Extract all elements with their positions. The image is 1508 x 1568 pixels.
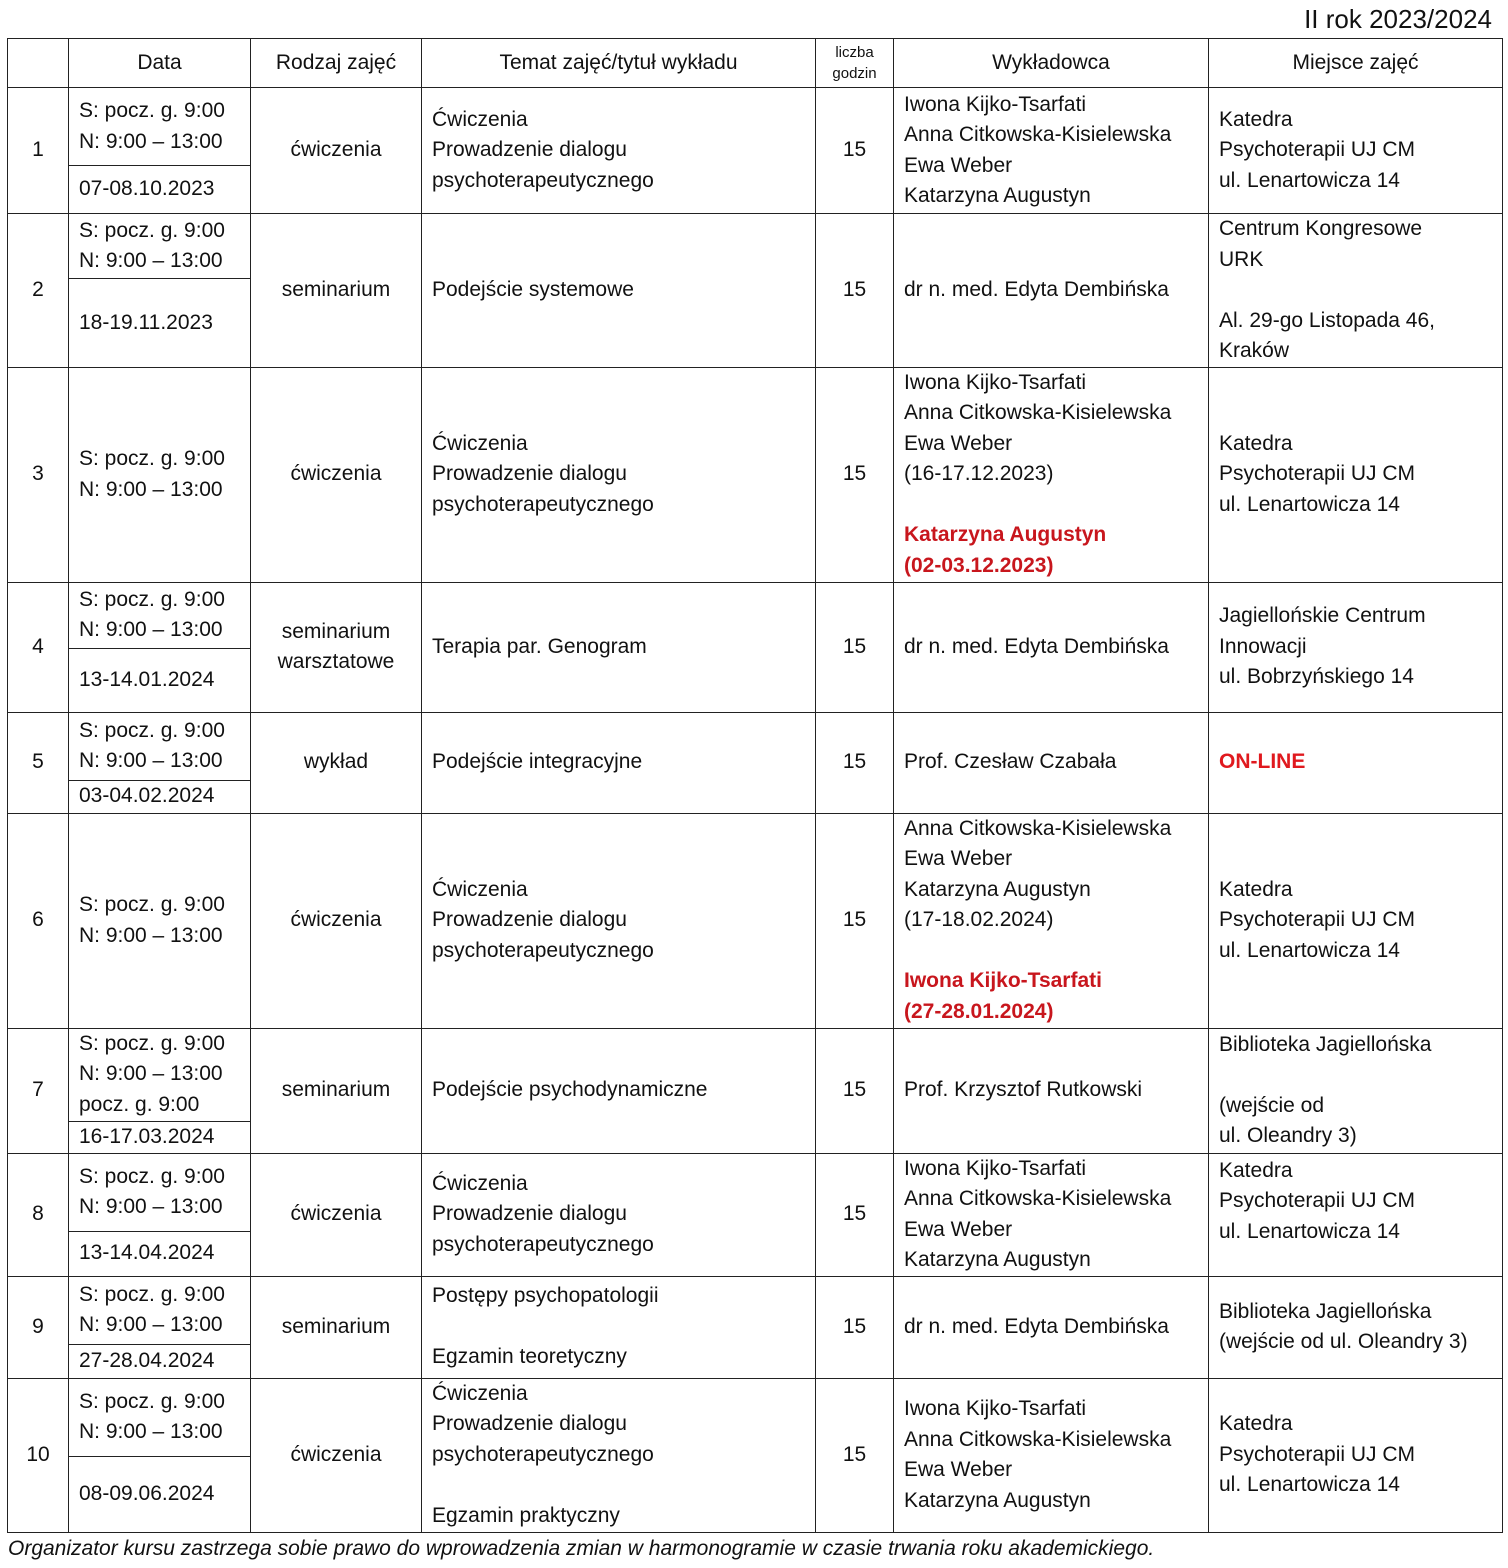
- time-cell: [69, 367, 251, 582]
- lecturer-cell: [894, 88, 1209, 214]
- col-header-topic: Temat zajęć/tytuł wykładu: [422, 39, 816, 88]
- place-line: Kraków: [1219, 339, 1290, 362]
- date-cell: 16-17.03.2024: [69, 1121, 251, 1153]
- time-sun: N: 9:00 – 13:00: [79, 1313, 223, 1336]
- lecturer-line: (16-17.12.2023): [904, 462, 1054, 486]
- lecturer-line: Iwona Kijko-Tsarfati: [904, 1397, 1087, 1420]
- class-type: seminarium: [251, 1276, 422, 1378]
- lecturer-cell: [894, 1378, 1209, 1532]
- topic-line: Ćwiczenia: [432, 877, 528, 901]
- time-cell: [69, 88, 251, 166]
- time-sat: S: pocz. g. 9:00: [79, 718, 225, 742]
- lecturer-line: Prof. Czesław Czabała: [904, 750, 1117, 774]
- class-type: ćwiczenia: [251, 88, 422, 214]
- date-cell: 03-04.02.2024: [69, 780, 251, 813]
- topic-line: psychoterapeutycznego: [432, 1442, 654, 1466]
- place-line: Centrum Kongresowe: [1219, 217, 1423, 240]
- hours-cell: 15: [816, 1028, 894, 1153]
- time-sat: S: pocz. g. 9:00: [79, 218, 225, 242]
- topic-cell: [422, 813, 816, 1028]
- hours-cell: 15: [816, 1378, 894, 1532]
- lecturer-line: dr n. med. Edyta Dembińska: [904, 634, 1169, 658]
- lecturer-change-date: (27-28.01.2024): [904, 999, 1054, 1023]
- place-line: ul. Lenartowicza 14: [1219, 938, 1400, 962]
- place-line: ul. Oleandry 3): [1219, 1124, 1357, 1147]
- date-cell: 08-09.06.2024: [69, 1456, 251, 1532]
- place-line: Psychoterapii UJ CM: [1219, 1189, 1416, 1212]
- place-line: Katedra: [1219, 1412, 1293, 1436]
- topic-cell: [422, 1028, 816, 1153]
- date-cell: 07-08.10.2023: [69, 166, 251, 214]
- time-start: pocz. g. 9:00: [79, 1092, 200, 1116]
- place-line: Katedra: [1219, 431, 1293, 455]
- place-line: Katedra: [1219, 107, 1293, 131]
- time-sun: N: 9:00 – 13:00: [79, 1420, 223, 1443]
- schedule-table: [7, 38, 1503, 1533]
- hours-cell: 15: [816, 1153, 894, 1276]
- time-sat: S: pocz. g. 9:00: [79, 447, 225, 470]
- row-number: 1: [8, 88, 69, 214]
- place-line: Psychoterapii UJ CM: [1219, 908, 1416, 932]
- table-row: [8, 367, 1503, 582]
- col-header-place: Miejsce zajęć: [1209, 39, 1503, 88]
- year-heading: II rok 2023/2024: [1304, 4, 1492, 34]
- lecturer-line: Anna Citkowska-Kisielewska: [904, 1187, 1172, 1210]
- lecturer-change-line: Iwona Kijko-Tsarfati: [904, 969, 1102, 993]
- place-line: Katedra: [1219, 1158, 1293, 1182]
- lecturer-line: Ewa Weber: [904, 153, 1013, 177]
- lecturer-line: (17-18.02.2024): [904, 908, 1054, 932]
- place-line: Jagiellońskie Centrum: [1219, 604, 1426, 628]
- lecturer-line: Iwona Kijko-Tsarfati: [904, 370, 1087, 394]
- lecturer-line: dr n. med. Edyta Dembińska: [904, 278, 1169, 301]
- time-sat: S: pocz. g. 9:00: [79, 1031, 225, 1055]
- class-type: seminarium: [251, 1028, 422, 1153]
- topic-line: Podejście integracyjne: [432, 750, 643, 774]
- place-cell: [1209, 813, 1503, 1028]
- place-line: Biblioteka Jagiellońska: [1219, 1299, 1432, 1323]
- table-row: [8, 1276, 1503, 1344]
- topic-line: Ćwiczenia: [432, 1171, 528, 1195]
- place-line: Biblioteka Jagiellońska: [1219, 1032, 1432, 1056]
- place-line: ul. Bobrzyńskiego 14: [1219, 665, 1414, 689]
- time-cell: [69, 582, 251, 648]
- hours-cell: 15: [816, 712, 894, 813]
- class-type: wykład: [251, 712, 422, 813]
- time-sun: N: 9:00 – 13:00: [79, 249, 223, 273]
- topic-line: Egzamin praktyczny: [432, 1503, 620, 1527]
- time-sat: S: pocz. g. 9:00: [79, 587, 225, 611]
- lecturer-cell: [894, 1153, 1209, 1276]
- hours-cell: 15: [816, 88, 894, 214]
- table-row: [8, 88, 1503, 166]
- place-line: (wejście od ul. Oleandry 3): [1219, 1330, 1468, 1353]
- topic-line: psychoterapeutycznego: [432, 168, 654, 192]
- table-row: [8, 1378, 1503, 1456]
- topic-line: Prowadzenie dialogu: [432, 1412, 627, 1436]
- time-cell: [69, 813, 251, 1028]
- place-cell: [1209, 1028, 1503, 1153]
- date-cell: 27-28.04.2024: [69, 1344, 251, 1378]
- time-sun: N: 9:00 – 13:00: [79, 923, 223, 947]
- time-sun: N: 9:00 – 13:00: [79, 618, 223, 641]
- topic-cell: [422, 712, 816, 813]
- row-number: 7: [8, 1028, 69, 1153]
- place-line: Katedra: [1219, 877, 1293, 901]
- lecturer-cell: [894, 712, 1209, 813]
- topic-line: Ćwiczenia: [432, 431, 528, 455]
- topic-line: psychoterapeutycznego: [432, 938, 654, 962]
- place-line: ul. Lenartowicza 14: [1219, 168, 1400, 192]
- topic-line: Prowadzenie dialogu: [432, 908, 627, 932]
- time-cell: [69, 1028, 251, 1121]
- hours-cell: 15: [816, 214, 894, 368]
- class-type: ćwiczenia: [251, 813, 422, 1028]
- time-cell: [69, 712, 251, 780]
- topic-line: Prowadzenie dialogu: [432, 1202, 627, 1226]
- lecturer-line: Katarzyna Augustyn: [904, 877, 1091, 901]
- lecturer-cell: [894, 367, 1209, 582]
- lecturer-line: Ewa Weber: [904, 1458, 1013, 1481]
- table-row: [8, 214, 1503, 279]
- lecturer-cell: [894, 1276, 1209, 1378]
- place-cell: [1209, 367, 1503, 582]
- topic-line: Ćwiczenia: [432, 1381, 528, 1405]
- topic-line: Ćwiczenia: [432, 107, 528, 131]
- row-number: 5: [8, 712, 69, 813]
- time-sun: N: 9:00 – 13:00: [79, 1195, 223, 1218]
- table-row: [8, 712, 1503, 780]
- topic-cell: [422, 367, 816, 582]
- class-type-line: seminarium: [281, 619, 391, 643]
- place-line: ul. Lenartowicza 14: [1219, 1219, 1400, 1243]
- time-cell: [69, 1378, 251, 1456]
- lecturer-line: Iwona Kijko-Tsarfati: [904, 92, 1087, 116]
- place-line: URK: [1219, 247, 1264, 271]
- place-line: Innowacji: [1219, 634, 1307, 658]
- time-sun: N: 9:00 – 13:00: [79, 129, 223, 153]
- time-cell: [69, 1153, 251, 1231]
- topic-line: Prowadzenie dialogu: [432, 462, 627, 486]
- class-type-line: warsztatowe: [277, 650, 395, 673]
- lecturer-cell: [894, 582, 1209, 712]
- date-cell: 18-19.11.2023: [69, 279, 251, 367]
- row-number: 2: [8, 214, 69, 368]
- place-cell: [1209, 1276, 1503, 1378]
- hours-cell: 15: [816, 367, 894, 582]
- table-row: [8, 1153, 1503, 1231]
- table-row: [8, 1028, 1503, 1121]
- hours-cell: 15: [816, 813, 894, 1028]
- lecturer-line: Ewa Weber: [904, 1217, 1013, 1241]
- class-type: ćwiczenia: [251, 1153, 422, 1276]
- lecturer-line: Anna Citkowska-Kisielewska: [904, 1427, 1172, 1451]
- lecturer-line: Ewa Weber: [904, 847, 1013, 871]
- footer-note: Organizator kursu zastrzega sobie prawo do wprowadzenia zmian w harmonogramie w czasie trwania roku akademickiego.: [8, 1537, 1155, 1560]
- class-type: ćwiczenia: [251, 367, 422, 582]
- class-type: seminarium: [251, 214, 422, 368]
- hours-cell: 15: [816, 1276, 894, 1378]
- row-number: 10: [8, 1378, 69, 1532]
- place-cell: [1209, 1153, 1503, 1276]
- place-line: Psychoterapii UJ CM: [1219, 138, 1416, 162]
- header-row: [8, 39, 1503, 88]
- col-header-date: Data: [69, 39, 251, 88]
- topic-cell: [422, 582, 816, 712]
- place-line: Psychoterapii UJ CM: [1219, 462, 1416, 486]
- date-cell: 13-14.01.2024: [69, 648, 251, 712]
- lecturer-line: Katarzyna Augustyn: [904, 1248, 1091, 1271]
- time-sat: S: pocz. g. 9:00: [79, 1282, 225, 1306]
- time-sat: S: pocz. g. 9:00: [79, 1389, 225, 1413]
- place-line: (wejście od: [1219, 1093, 1325, 1117]
- place-cell: [1209, 712, 1503, 813]
- topic-line: Postępy psychopatologii: [432, 1284, 659, 1308]
- topic-line: Podejście psychodynamiczne: [432, 1078, 708, 1102]
- date-cell: 13-14.04.2024: [69, 1231, 251, 1276]
- table-row: [8, 813, 1503, 1028]
- place-line: Psychoterapii UJ CM: [1219, 1442, 1416, 1466]
- topic-line: Terapia par. Genogram: [432, 634, 647, 658]
- class-type: ćwiczenia: [251, 1378, 422, 1532]
- time-sun: N: 9:00 – 13:00: [79, 1062, 223, 1086]
- place-line: ul. Lenartowicza 14: [1219, 492, 1400, 516]
- time-sat: S: pocz. g. 9:00: [79, 1164, 225, 1188]
- place-cell: [1209, 1378, 1503, 1532]
- row-number: 3: [8, 367, 69, 582]
- lecturer-change-line: Katarzyna Augustyn: [904, 523, 1107, 547]
- place-line: Al. 29-go Listopada 46,: [1219, 308, 1435, 332]
- time-cell: [69, 1276, 251, 1344]
- place-cell: [1209, 582, 1503, 712]
- col-header-lecturer: Wykładowca: [894, 39, 1209, 88]
- lecturer-cell: [894, 214, 1209, 368]
- row-number: 6: [8, 813, 69, 1028]
- lecturer-line: Anna Citkowska-Kisielewska: [904, 401, 1172, 425]
- topic-line: Prowadzenie dialogu: [432, 138, 627, 162]
- table-row: [8, 582, 1503, 648]
- topic-cell: [422, 88, 816, 214]
- time-cell: [69, 214, 251, 279]
- lecturer-line: Katarzyna Augustyn: [904, 184, 1091, 207]
- topic-cell: [422, 1378, 816, 1532]
- lecturer-line: Iwona Kijko-Tsarfati: [904, 1156, 1087, 1180]
- row-number: 9: [8, 1276, 69, 1378]
- topic-line: psychoterapeutycznego: [432, 1232, 654, 1256]
- place-cell: [1209, 88, 1503, 214]
- lecturer-change-date: (02-03.12.2023): [904, 553, 1054, 577]
- lecturer-line: Anna Citkowska-Kisielewska: [904, 816, 1172, 840]
- time-sun: N: 9:00 – 13:00: [79, 477, 223, 501]
- row-number: 4: [8, 582, 69, 712]
- col-header-hours: liczba godzin: [816, 39, 894, 88]
- col-header-lp: [8, 39, 69, 88]
- hours-cell: 15: [816, 582, 894, 712]
- class-type: [251, 582, 422, 712]
- topic-line: Podejście systemowe: [432, 278, 634, 301]
- online-badge: ON-LINE: [1219, 750, 1306, 774]
- row-number: 8: [8, 1153, 69, 1276]
- lecturer-line: Katarzyna Augustyn: [904, 1488, 1091, 1512]
- col-header-type: Rodzaj zajęć: [251, 39, 422, 88]
- place-cell: [1209, 214, 1503, 368]
- lecturer-line: dr n. med. Edyta Dembińska: [904, 1314, 1169, 1338]
- place-line: ul. Lenartowicza 14: [1219, 1473, 1400, 1497]
- topic-cell: [422, 1153, 816, 1276]
- lecturer-cell: [894, 813, 1209, 1028]
- topic-line: psychoterapeutycznego: [432, 492, 654, 516]
- topic-cell: [422, 1276, 816, 1378]
- lecturer-cell: [894, 1028, 1209, 1153]
- time-sat: S: pocz. g. 9:00: [79, 99, 225, 122]
- topic-cell: [422, 214, 816, 368]
- lecturer-line: Anna Citkowska-Kisielewska: [904, 123, 1172, 146]
- lecturer-line: Prof. Krzysztof Rutkowski: [904, 1078, 1143, 1102]
- time-sun: N: 9:00 – 13:00: [79, 749, 223, 772]
- lecturer-line: Ewa Weber: [904, 431, 1013, 455]
- topic-line: Egzamin teoretyczny: [432, 1345, 627, 1369]
- time-sat: S: pocz. g. 9:00: [79, 893, 225, 916]
